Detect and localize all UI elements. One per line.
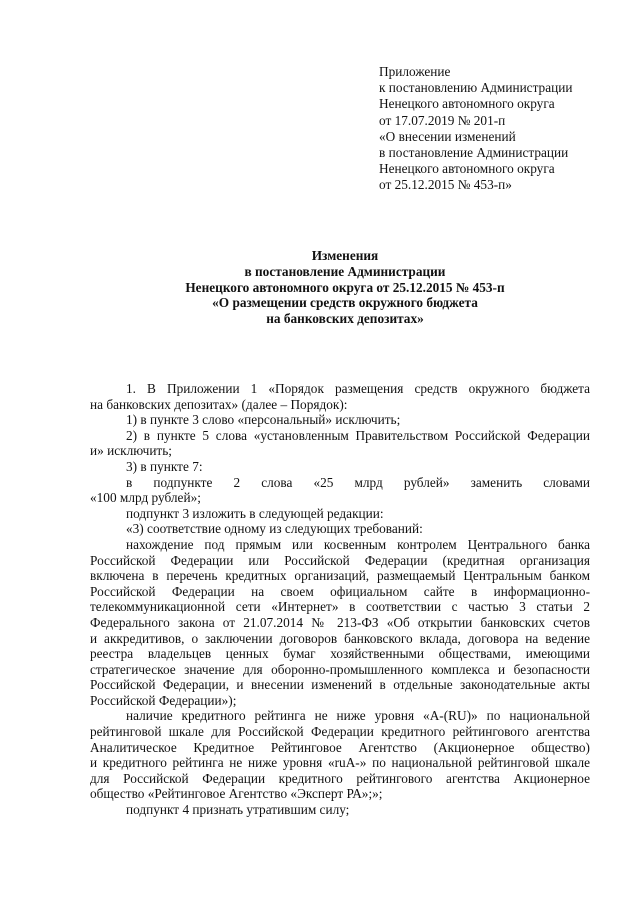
body-line: для Российской Федерации кредитного рейтингового агентства Акционерное xyxy=(90,770,590,786)
body-line: Российской Федерации, и внесении изменений в отдельные законодательные акты xyxy=(90,677,590,693)
body-line: стратегическое значение для оборонно-промышленного комплекса и безопасности xyxy=(90,661,590,677)
body-line: в подпункте 2 слова «25 млрд рублей» заменить словами xyxy=(126,474,590,490)
attachment-line: в постановление Администрации xyxy=(379,144,569,160)
title-line: в постановление Администрации xyxy=(244,263,446,279)
attachment-line: «О внесении изменений xyxy=(379,128,516,144)
body-line: нахождение под прямым или косвенным контролем Центрального банка xyxy=(126,536,590,552)
document-title xyxy=(90,248,600,327)
attachment-line: Ненецкого автономного округа xyxy=(379,161,555,177)
body-line: на банковских депозитах» (далее – Порядок): xyxy=(90,396,348,412)
body-line: и» исключить; xyxy=(90,443,173,459)
body-line: наличие кредитного рейтинга не ниже уровня «A-(RU)» по национальной xyxy=(126,708,590,724)
attachment-line: от 17.07.2019 № 201-п xyxy=(379,112,506,128)
attachment-line: от 25.12.2015 № 453-п» xyxy=(379,177,512,193)
body-line: и аккредитивов, о заключении договоров банковского вклада, договора на ведение xyxy=(90,630,590,646)
body-line: подпункт 4 признать утратившим силу; xyxy=(126,802,350,818)
body-line: Российской Федерации или Российской Федерации (кредитная организация xyxy=(90,552,590,568)
title-line: Изменения xyxy=(311,248,379,263)
attachment-line: к постановлению Администрации xyxy=(379,80,573,96)
body-line: 3) в пункте 7: xyxy=(126,458,203,474)
title-line: Ненецкого автономного округа от 25.12.2015 № 453-п xyxy=(185,279,505,295)
body-line: Аналитическое Кредитное Рейтинговое Агентство (Акционерное общество) xyxy=(90,739,590,755)
body-line: Российской Федерации на своем официальном сайте в информационно- xyxy=(90,583,590,599)
body-line: подпункт 3 изложить в следующей редакции: xyxy=(126,505,384,521)
body-line: «3) соответствие одному из следующих требований: xyxy=(126,521,423,537)
body-line: телекоммуникационной сети «Интернет» в соответствии с частью 3 статьи 2 xyxy=(90,599,590,615)
attachment-header xyxy=(379,64,619,194)
body-line: 1) в пункте 3 слово «персональный» исключить; xyxy=(126,412,401,428)
body-line: 1. В Приложении 1 «Порядок размещения средств окружного бюджета xyxy=(126,381,590,396)
body-line: «100 млрд рублей»; xyxy=(90,490,201,506)
attachment-line: Ненецкого автономного округа xyxy=(379,96,555,112)
body-line: Российской Федерации»); xyxy=(90,692,237,708)
attachment-line: Приложение xyxy=(379,64,451,79)
title-line: «О размещении средств окружного бюджета xyxy=(212,295,478,311)
body-line: реестра владельцев ценных бумаг хозяйственными обществами, имеющими xyxy=(90,646,590,662)
body-line: и кредитного рейтинга не ниже уровня «ruA-» по национальной рейтинговой шкале xyxy=(90,755,590,771)
document-body xyxy=(90,381,590,818)
body-line: Федерального закона от 21.07.2014 № 213-ФЗ «Об открытии банковских счетов xyxy=(90,614,590,630)
body-line: 2) в пункте 5 слова «установленным Правительством Российской Федерации xyxy=(126,427,590,443)
body-line: рейтинговой шкале для Российской Федерации кредитного рейтингового агентства xyxy=(90,724,590,740)
body-line: включена в перечень кредитных организаций, размещаемый Центральным банком xyxy=(90,568,590,584)
title-line: на банковских депозитах» xyxy=(266,311,424,327)
body-line: общество «Рейтинговое Агентство «Эксперт РА»;»; xyxy=(90,786,383,802)
